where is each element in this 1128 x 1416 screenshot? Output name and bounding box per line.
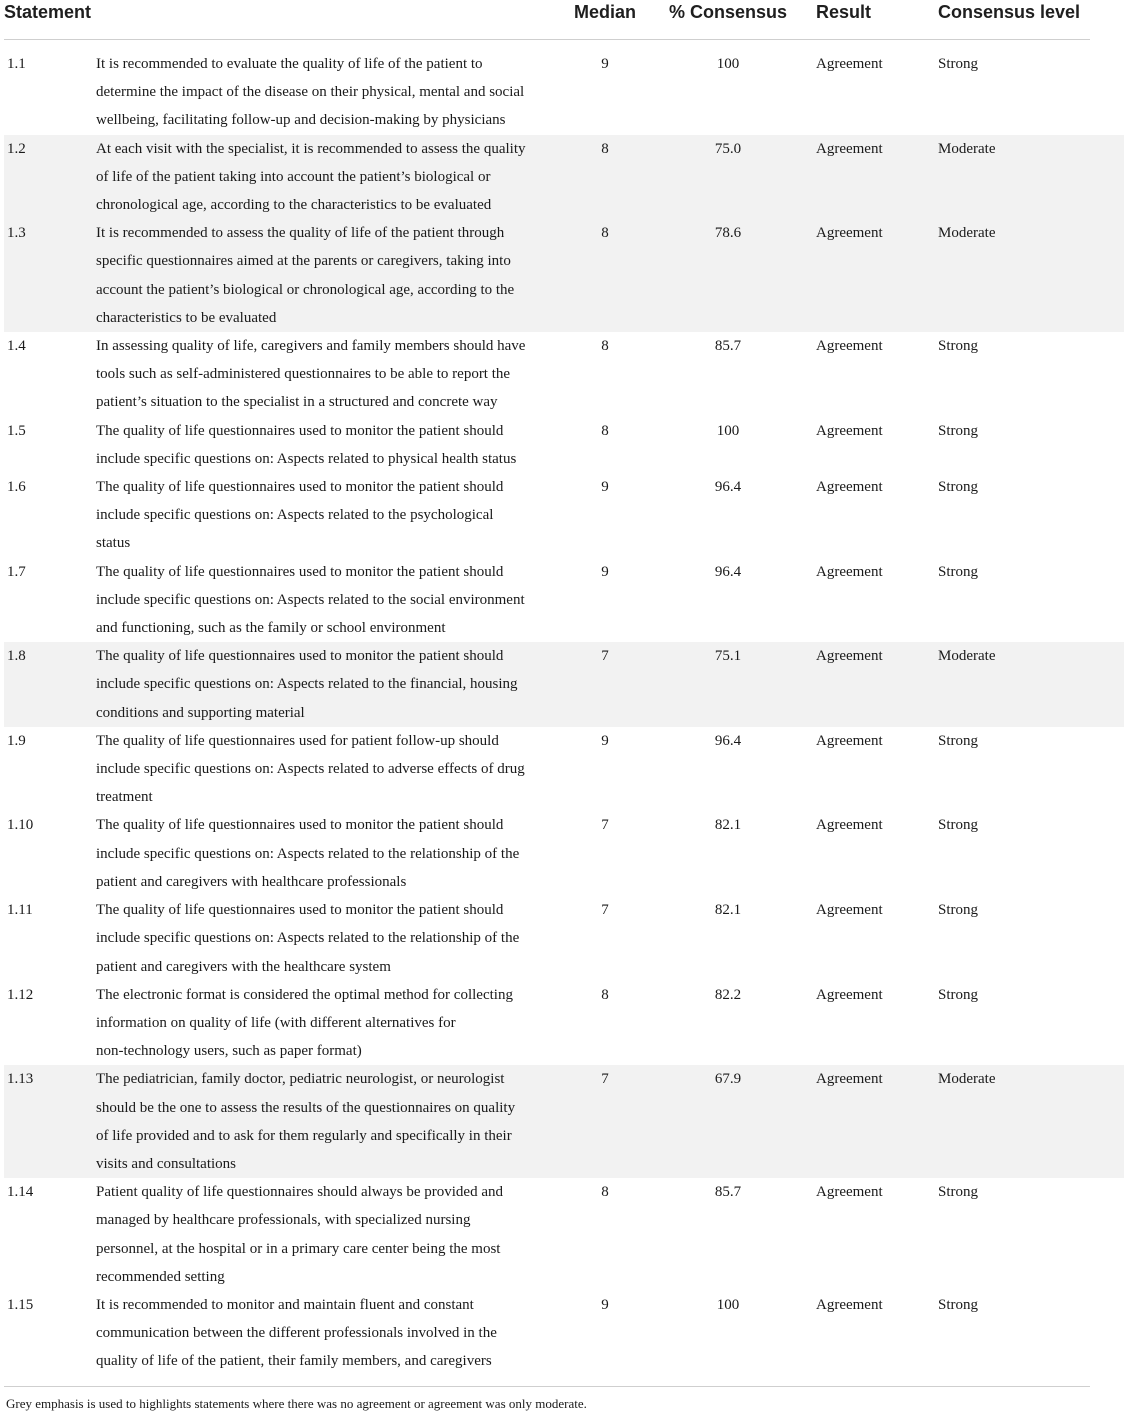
consensus-value: 75.0 [714,140,742,157]
statement-text [96,1291,570,1376]
statement-text-line: recommended setting [96,1268,225,1285]
consensus-level-value: Moderate [938,648,996,665]
statement-text-line: personnel, at the hospital or in a primary care center being the most [96,1240,501,1257]
median-value: 8 [601,986,609,1003]
table-row [4,896,1124,981]
table-row [4,1291,1124,1376]
result-value: Agreement [816,56,883,72]
result-value: Agreement [816,902,883,919]
statement-text-line: patient’s situation to the specialist in a structured and concrete way [96,394,498,411]
table-row [4,981,1124,1066]
table-row [4,332,1124,417]
median-value: 7 [601,817,609,834]
statement-text-line: The quality of life questionnaires used to monitor the patient should [96,479,504,496]
statement-text-line: The quality of life questionnaires used to monitor the patient should [96,422,504,439]
statement-text [96,135,570,220]
median-value: 9 [601,732,609,749]
consensus-level-value: Strong [938,732,979,749]
statement-text-line: In assessing quality of life, caregivers and family members should have [96,338,526,355]
result-value: Agreement [816,479,883,496]
consensus-level-value: Moderate [938,1071,996,1088]
consensus-value: 67.9 [714,1071,742,1088]
result-value: Agreement [816,225,883,242]
statement-text-line: It is recommended to evaluate the quality of life of the patient to [96,56,483,72]
statement-id: 1.5 [7,422,26,439]
consensus-level-value: Strong [938,1184,979,1201]
statement-text-line: Patient quality of life questionnaires should always be provided and [96,1184,503,1201]
consensus-value: 96.4 [714,732,742,749]
consensus-value: 82.2 [714,986,742,1003]
statement-id: 1.11 [7,902,33,919]
result-value: Agreement [816,338,883,355]
median-value: 9 [601,563,609,580]
consensus-level-value: Strong [938,338,979,355]
statement-id: 1.1 [7,56,26,72]
statement-id: 1.10 [7,817,34,834]
consensus-value: 85.7 [714,338,742,355]
statement-id: 1.7 [7,563,26,580]
statement-text-line: include specific questions on: Aspects related to the social environment [96,591,525,608]
statement-text-line: It is recommended to monitor and maintain fluent and constant [96,1296,474,1313]
statement-text-line: At each visit with the specialist, it is recommended to assess the quality [96,140,526,157]
consensus-level-value: Strong [938,902,979,919]
statement-id: 1.9 [7,732,26,749]
statement-id: 1.6 [7,479,26,496]
consensus-value: 75.1 [714,648,742,665]
median-value: 7 [601,1071,609,1088]
consensus-level-value: Strong [938,422,979,439]
median-value: 8 [601,1184,609,1201]
statement-text-line: of life of the patient taking into account the patient’s biological or [96,168,491,185]
statement-text-line: include specific questions on: Aspects related to the financial, housing [96,676,518,693]
statement-text-line: include specific questions on: Aspects related to the relationship of the [96,845,520,862]
statement-text [96,1178,570,1291]
table-row [4,1178,1124,1291]
table-row [4,50,1124,135]
statement-id: 1.8 [7,648,26,665]
table-row [4,727,1124,812]
consensus-value: 100 [716,56,740,72]
statement-text [96,811,570,896]
result-value: Agreement [816,1071,883,1088]
result-value: Agreement [816,140,883,157]
statement-text-line: should be the one to assess the results of the questionnaires on quality [96,1099,516,1116]
table-footnote: Grey emphasis is used to highlights statements where there was no agreement or agreement was only moderate. [6,1396,587,1411]
result-value: Agreement [816,563,883,580]
statement-text-line: characteristics to be evaluated [96,309,277,326]
consensus-value: 82.1 [714,902,742,919]
statement-text-line: of life provided and to ask for them regularly and specifically in their [96,1127,512,1144]
footer-divider [4,1386,1090,1387]
statement-text [96,417,570,473]
consensus-value: 78.6 [714,225,742,242]
statement-text-line: include specific questions on: Aspects related to physical health status [96,450,517,467]
header-consensus-level: Consensus level [938,2,1081,22]
statement-text-line: information on quality of life (with different alternatives for [96,1014,456,1031]
statement-text [96,219,570,332]
statement-text [96,558,570,643]
statement-text-line: include specific questions on: Aspects related to the relationship of the [96,930,520,947]
statement-text-line: chronological age, according to the characteristics to be evaluated [96,197,492,214]
statement-text-line: account the patient’s biological or chronological age, according to the [96,281,515,298]
statement-text [96,1065,570,1178]
statement-text-line: It is recommended to assess the quality of life of the patient through [96,225,505,242]
consensus-level-value: Strong [938,56,979,72]
median-value: 8 [601,422,609,439]
statement-text-line: conditions and supporting material [96,704,305,721]
consensus-level-value: Strong [938,817,979,834]
statement-text-line: The quality of life questionnaires used for patient follow-up should [96,732,499,749]
consensus-level-value: Moderate [938,140,996,157]
consensus-value: 85.7 [714,1184,742,1201]
consensus-level-value: Strong [938,1296,979,1313]
statement-text [96,981,570,1066]
statement-text-line: treatment [96,789,153,806]
statement-text [96,727,570,812]
median-value: 8 [601,225,609,242]
consensus-value: 96.4 [714,563,742,580]
statement-text-line: include specific questions on: Aspects related to the psychological [96,507,494,524]
statement-text-line: The electronic format is considered the optimal method for collecting [96,986,513,1003]
table-row [4,1065,1124,1178]
median-value: 9 [601,479,609,496]
result-value: Agreement [816,1296,883,1313]
consensus-table [4,0,1124,1376]
statement-id: 1.13 [7,1071,34,1088]
statement-text [96,473,570,558]
statement-text [96,332,570,417]
table-row [4,417,1124,473]
table-row [4,558,1124,643]
statement-text-line: The pediatrician, family doctor, pediatric neurologist, or neurologist [96,1071,505,1088]
statement-text-line: quality of life of the patient, their family members, and caregivers [96,1353,492,1370]
median-value: 7 [601,902,609,919]
median-value: 9 [601,1296,609,1313]
median-value: 8 [601,140,609,157]
statement-text-line: non-technology users, such as paper format) [96,1043,362,1060]
table-row [4,473,1124,558]
consensus-level-value: Strong [938,563,979,580]
statement-text-line: communication between the different professionals involved in the [96,1325,497,1342]
statement-id: 1.12 [7,986,34,1003]
consensus-value: 100 [716,1296,740,1313]
statement-text-line: tools such as self-administered questionnaires to be able to report the [96,366,511,383]
result-value: Agreement [816,986,883,1003]
table-body [4,40,1124,1376]
table-row [4,642,1124,727]
statement-text-line: status [96,535,131,552]
statement-text-line: and functioning, such as the family or school environment [96,620,446,637]
result-value: Agreement [816,648,883,665]
statement-text [96,896,570,981]
statement-text [96,50,570,135]
result-value: Agreement [816,817,883,834]
header-consensus: % Consensus [668,2,788,22]
statement-text-line: patient and caregivers with healthcare professionals [96,873,407,890]
statement-text-line: managed by healthcare professionals, with specialized nursing [96,1212,471,1229]
statement-text-line: wellbeing, facilitating follow-up and decision-making by physicians [96,112,506,129]
result-value: Agreement [816,732,883,749]
table-header [4,0,1090,40]
header-result: Result [816,2,872,22]
statement-id: 1.14 [7,1184,34,1201]
table-row [4,219,1124,332]
consensus-value: 96.4 [714,479,742,496]
median-value: 7 [601,648,609,665]
consensus-level-value: Strong [938,479,979,496]
statement-text-line: specific questionnaires aimed at the parents or caregivers, taking into [96,253,511,270]
consensus-value: 100 [716,422,740,439]
median-value: 8 [601,338,609,355]
statement-id: 1.2 [7,140,26,157]
statement-text-line: patient and caregivers with the healthcare system [96,958,391,975]
statement-id: 1.15 [7,1296,34,1313]
statement-text-line: determine the impact of the disease on their physical, mental and social [96,84,525,101]
table-row [4,811,1124,896]
statement-text-line: The quality of life questionnaires used to monitor the patient should [96,817,504,834]
result-value: Agreement [816,422,883,439]
header-statement: Statement [4,2,92,22]
table-row [4,135,1124,220]
consensus-level-value: Strong [938,986,979,1003]
statement-text-line: The quality of life questionnaires used to monitor the patient should [96,648,504,665]
statement-id: 1.4 [7,338,26,355]
median-value: 9 [601,56,609,72]
consensus-value: 82.1 [714,817,742,834]
statement-id: 1.3 [7,225,26,242]
statement-text-line: include specific questions on: Aspects related to adverse effects of drug [96,761,525,778]
statement-text-line: The quality of life questionnaires used to monitor the patient should [96,563,504,580]
result-value: Agreement [816,1184,883,1201]
consensus-level-value: Moderate [938,225,996,242]
statement-text-line: The quality of life questionnaires used to monitor the patient should [96,902,504,919]
header-median: Median [573,2,636,22]
statement-text [96,642,570,727]
statement-text-line: visits and consultations [96,1155,236,1172]
